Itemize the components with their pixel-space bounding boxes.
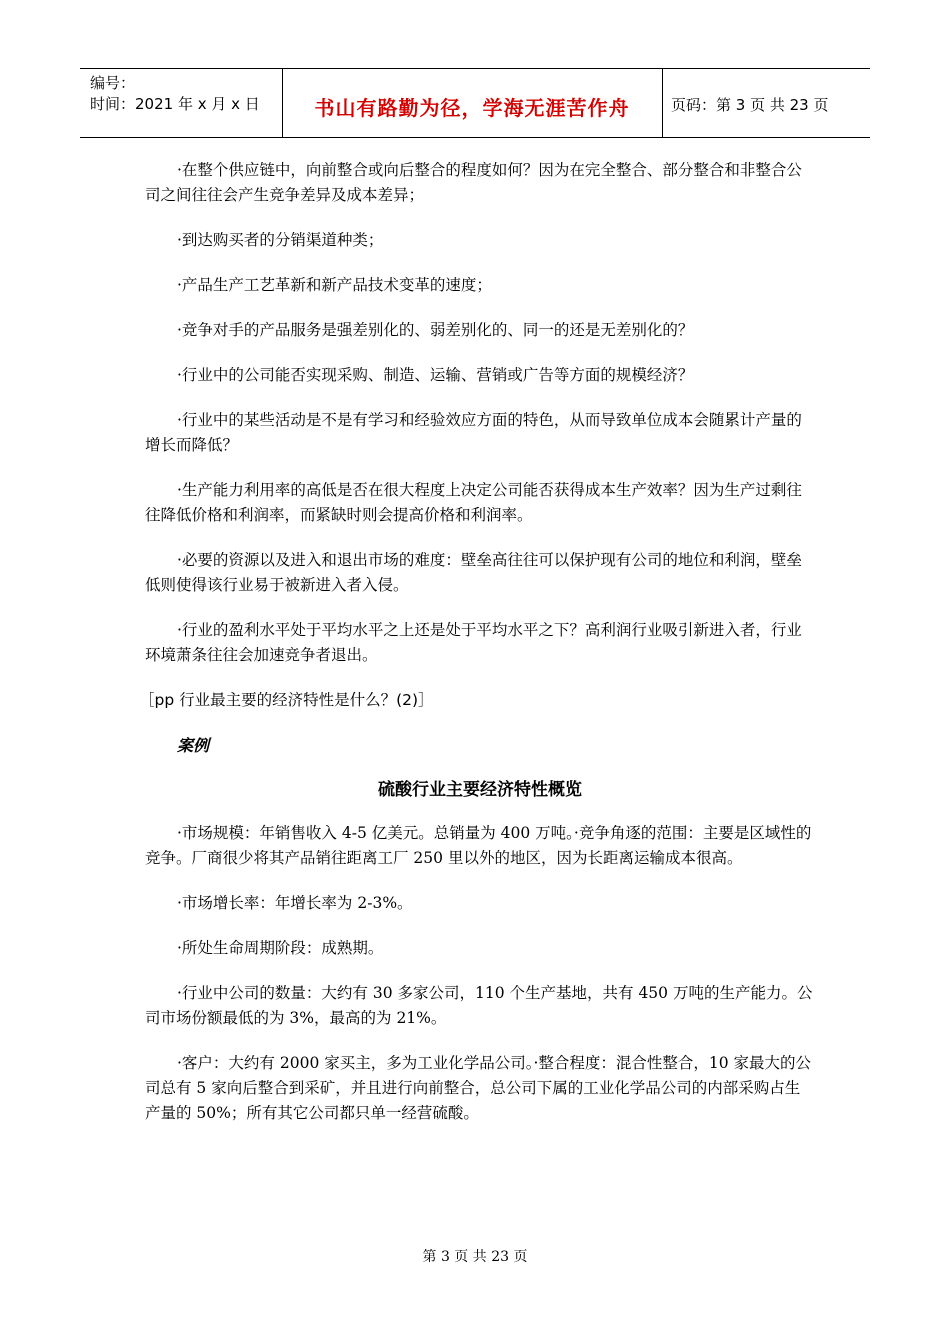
- body-paragraph: ·必要的资源以及进入和退出市场的难度：壁垒高往往可以保护现有公司的地位和利润，壁垒低则使得该行业易于被新进入者入侵。: [145, 551, 802, 594]
- header-motto: 书山有路勤为径，学海无涯苦作舟: [314, 96, 630, 120]
- case-title: 硫酸行业主要经济特性概览: [378, 780, 582, 800]
- header-page-cell: [663, 69, 870, 137]
- body-paragraph: ·行业的盈利水平处于平均水平之上还是处于平均水平之下？高利润行业吸引新进入者，行业环境萧条往往会加速竞争者退出。: [145, 621, 802, 664]
- case-label: 案例: [177, 736, 210, 755]
- document-date-label: 时间：2021 年 x 月 x 日: [90, 95, 260, 113]
- page-footer: 第 3 页 共 23 页: [422, 1249, 528, 1265]
- document-body: [139, 158, 815, 1146]
- header-meta-cell: [80, 69, 283, 137]
- case-paragraph: ·行业中公司的数量：大约有 30 多家公司，110 个生产基地，共有 450 万吨的生产能力。公司市场份额最低的为 3%，最高的为 21%。: [145, 984, 813, 1027]
- header-motto-cell: [282, 69, 663, 137]
- document-number-label: 编号：: [90, 74, 136, 92]
- case-paragraph: ·客户：大约有 2000 家买主，多为工业化学品公司。·整合程度：混合性整合，10 家最大的公司总有 5 家向后整合到采矿，并且进行向前整合，总公司下属的工业化学品公司的内部采购占生产量的 50%；所有其它公司都只单一经营硫酸。: [145, 1054, 812, 1122]
- case-paragraph: ·市场增长率：年增长率为 2-3%。: [177, 894, 413, 912]
- body-paragraph: ·行业中的公司能否实现采购、制造、运输、营销或广告等方面的规模经济？: [177, 366, 694, 384]
- body-paragraph: ·在整个供应链中，向前整合或向后整合的程度如何？因为在完全整合、部分整合和非整合公司之间往往会产生竞争差异及成本差异；: [145, 161, 802, 204]
- slide-reference: ［pp 行业最主要的经济特性是什么？(2)］: [139, 691, 434, 709]
- body-paragraph: ·行业中的某些活动是不是有学习和经验效应方面的特色，从而导致单位成本会随累计产量的增长而降低？: [145, 411, 802, 454]
- body-paragraph: ·生产能力利用率的高低是否在很大程度上决定公司能否获得成本生产效率？因为生产过剩往往降低价格和利润率，而紧缺时则会提高价格和利润率。: [145, 481, 802, 524]
- page-header: [80, 68, 870, 138]
- case-paragraph: ·市场规模：年销售收入 4-5 亿美元。总销量为 400 万吨。·竞争角逐的范围：主要是区域性的竞争。厂商很少将其产品销往距离工厂 250 里以外的地区，因为长距离运输成本很高。: [145, 824, 812, 867]
- case-paragraph: ·所处生命周期阶段：成熟期。: [177, 939, 384, 957]
- body-paragraph: ·到达购买者的分销渠道种类；: [177, 231, 384, 249]
- body-paragraph: ·竞争对手的产品服务是强差别化的、弱差别化的、同一的还是无差别化的？: [177, 321, 694, 339]
- header-page-number: 页码：第 3 页 共 23 页: [671, 96, 829, 114]
- body-paragraph: ·产品生产工艺革新和新产品技术变革的速度；: [177, 276, 492, 294]
